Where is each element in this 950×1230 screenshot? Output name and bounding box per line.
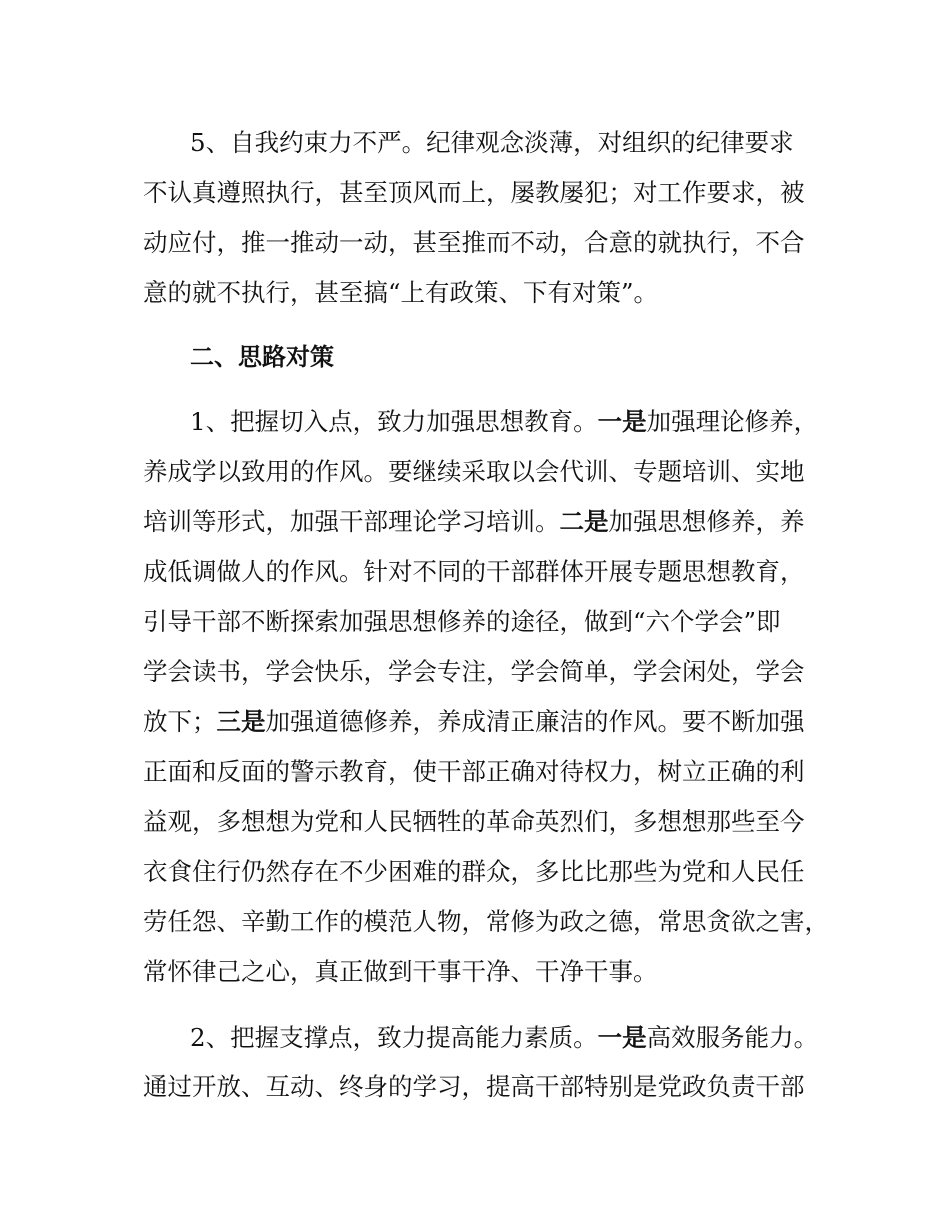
emphasis-first: 一是 (597, 1023, 647, 1052)
strategy-1-line-7 (143, 706, 805, 738)
text-run: 加强思想修养，养 (608, 507, 805, 536)
text-run: 培训等形式，加强干部理论学习培训。 (143, 507, 560, 536)
emphasis-second: 二是 (559, 507, 609, 536)
strategy-1-line-10 (143, 856, 805, 888)
strategy-2-line-2 (143, 1071, 805, 1103)
text-run: 高效服务能力。 (646, 1023, 819, 1052)
strategy-1-line-3 (143, 506, 805, 538)
paragraph-5-line-4 (143, 277, 658, 309)
text-run: 不认真遵照执行，甚至顶风而上，屡教屡犯；对工作要求，被 (143, 178, 805, 207)
text-run: 养成学以致用的作风。要继续采取以会代训、专题培训、实地 (143, 457, 805, 486)
strategy-2-line-1 (190, 1022, 818, 1054)
strategy-1-line-12 (143, 956, 658, 988)
text-run: 衣食住行仍然存在不少困难的群众，多比比那些为党和人民任 (143, 857, 805, 886)
text-run: 加强道德修养，养成清正廉洁的作风。要不断加强 (265, 707, 805, 736)
text-run: 益观，多想想为党和人民牺牲的革命英烈们，多想想那些至今 (143, 807, 805, 836)
emphasis-third: 三是 (216, 707, 266, 736)
paragraph-5-line-1 (190, 127, 794, 159)
text-run: 1、把握切入点，致力加强思想教育。 (190, 407, 598, 436)
strategy-1-line-5 (143, 606, 781, 638)
strategy-1-line-11 (143, 906, 829, 938)
emphasis-first: 一是 (597, 407, 647, 436)
text-run: 放下； (143, 707, 217, 736)
paragraph-5-line-2 (143, 177, 805, 209)
strategy-1-line-4 (143, 556, 805, 588)
text-run: 5、自我约束力不严。纪律观念淡薄，对组织的纪律要求 (190, 128, 794, 157)
heading-text: 二、思路对策 (190, 343, 334, 371)
text-run: 引导干部不断探索加强思想修养的途径，做到“六个学会”即 (143, 607, 781, 636)
text-run: 通过开放、互动、终身的学习，提高干部特别是党政负责干部 (143, 1072, 805, 1101)
paragraph-5-line-3 (143, 227, 805, 259)
text-run: 学会读书，学会快乐，学会专注，学会简单，学会闲处，学会 (143, 657, 805, 686)
strategy-1-line-2 (143, 456, 805, 488)
strategy-1-line-9 (143, 806, 805, 838)
text-run: 2、把握支撑点，致力提高能力素质。 (190, 1023, 598, 1052)
text-run: 正面和反面的警示教育，使干部正确对待权力，树立正确的利 (143, 757, 805, 786)
section-heading (190, 341, 334, 373)
text-run: 成低调做人的作风。针对不同的干部群体开展专题思想教育， (143, 557, 805, 586)
text-run: 动应付，推一推动一动，甚至推而不动，合意的就执行，不合 (143, 228, 805, 257)
strategy-1-line-1 (190, 406, 818, 438)
text-run: 意的就不执行，甚至搞“上有政策、下有对策”。 (143, 278, 659, 307)
text-run: 常怀律己之心，真正做到干事干净、干净干事。 (143, 957, 658, 986)
text-run: 加强理论修养， (646, 407, 819, 436)
strategy-1-line-6 (143, 656, 805, 688)
strategy-1-line-8 (143, 756, 805, 788)
text-run: 劳任怨、辛勤工作的模范人物，常修为政之德，常思贪欲之害， (143, 907, 829, 936)
